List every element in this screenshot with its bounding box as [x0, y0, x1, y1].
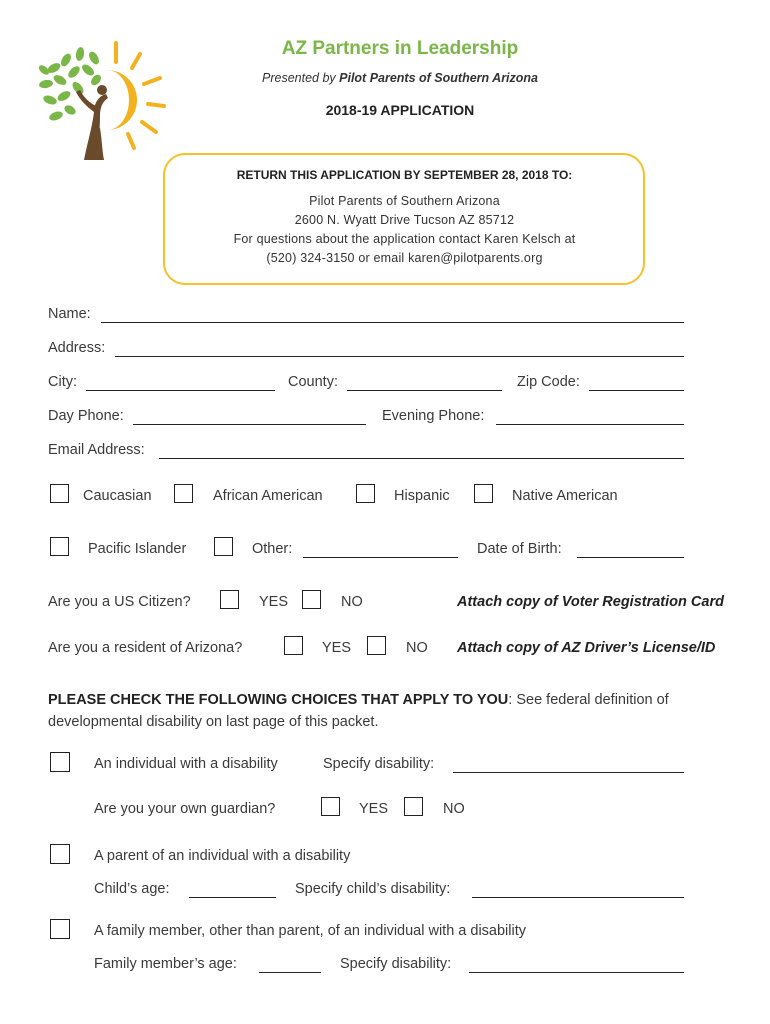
specify-childs-disability-label: Specify child’s disability:	[295, 881, 451, 897]
specify-disability-2-field[interactable]	[469, 972, 684, 973]
voter-registration-note: Attach copy of Voter Registration Card	[457, 594, 724, 610]
hispanic-checkbox[interactable]	[356, 484, 375, 503]
choices-heading-rest: : See federal definition of developmental disability on last page of this packet.	[48, 692, 669, 730]
resident-yes-checkbox[interactable]	[284, 636, 303, 655]
childs-age-field[interactable]	[189, 897, 276, 898]
citizen-no-label: NO	[341, 594, 363, 610]
other-label: Other:	[252, 541, 293, 557]
address-label: Address:	[48, 340, 106, 356]
specify-childs-disability-field[interactable]	[472, 897, 684, 898]
date-of-birth-field[interactable]	[577, 557, 684, 558]
email-label: Email Address:	[48, 442, 145, 458]
other-field[interactable]	[303, 557, 458, 558]
return-box-line-2: 2600 N. Wyatt Drive Tucson AZ 85712	[294, 213, 515, 227]
citizen-yes-checkbox[interactable]	[220, 590, 239, 609]
guardian-yes-label: YES	[359, 801, 389, 817]
family-member-checkbox[interactable]	[50, 919, 70, 939]
city-field[interactable]	[86, 390, 275, 391]
choices-heading	[48, 689, 738, 733]
return-box-line-4: (520) 324-3150 or email karen@pilotparents.org	[266, 251, 543, 265]
choices-heading-bold: PLEASE CHECK THE FOLLOWING CHOICES THAT APPLY TO YOU	[48, 692, 509, 708]
family-members-age-field[interactable]	[259, 972, 321, 973]
citizen-yes-label: YES	[259, 594, 289, 610]
guardian-no-label: NO	[443, 801, 465, 817]
city-label: City:	[48, 374, 77, 390]
pacific-islander-checkbox[interactable]	[50, 537, 69, 556]
hispanic-label: Hispanic	[394, 488, 450, 504]
address-field[interactable]	[115, 356, 684, 357]
day-phone-label: Day Phone:	[48, 408, 124, 424]
drivers-license-note: Attach copy of AZ Driver’s License/ID	[457, 640, 716, 656]
return-box-heading: RETURN THIS APPLICATION BY SEPTEMBER 28, 2018 TO:	[236, 168, 573, 182]
county-field[interactable]	[347, 390, 502, 391]
african-american-checkbox[interactable]	[174, 484, 193, 503]
specify-disability-field[interactable]	[453, 772, 684, 773]
citizen-no-checkbox[interactable]	[302, 590, 321, 609]
us-citizen-question: Are you a US Citizen?	[48, 594, 191, 610]
other-checkbox[interactable]	[214, 537, 233, 556]
arizona-resident-question: Are you a resident of Arizona?	[48, 640, 243, 656]
page-title: AZ Partners in Leadership	[281, 38, 519, 59]
resident-no-checkbox[interactable]	[367, 636, 386, 655]
specify-disability-2-label: Specify disability:	[340, 956, 452, 972]
zip-code-field[interactable]	[589, 390, 684, 391]
native-american-label: Native American	[512, 488, 618, 504]
parent-checkbox[interactable]	[50, 844, 70, 864]
return-box-line-3: For questions about the application contact Karen Kelsch at	[233, 232, 576, 246]
family-member-label: A family member, other than parent, of an individual with a disability	[94, 923, 527, 939]
application-title: 2018-19 APPLICATION	[325, 102, 475, 118]
subtitle-org: Pilot Parents of Southern Arizona	[339, 71, 538, 85]
specify-disability-label: Specify disability:	[323, 756, 435, 772]
african-american-label: African American	[213, 488, 323, 504]
pacific-islander-label: Pacific Islander	[88, 541, 187, 557]
guardian-no-checkbox[interactable]	[404, 797, 423, 816]
individual-disability-checkbox[interactable]	[50, 752, 70, 772]
day-phone-field[interactable]	[133, 424, 366, 425]
evening-phone-label: Evening Phone:	[382, 408, 485, 424]
zip-code-label: Zip Code:	[517, 374, 580, 390]
return-box-line-1: Pilot Parents of Southern Arizona	[309, 194, 500, 208]
date-of-birth-label: Date of Birth:	[477, 541, 562, 557]
native-american-checkbox[interactable]	[474, 484, 493, 503]
email-field[interactable]	[159, 458, 684, 459]
own-guardian-question: Are you your own guardian?	[94, 801, 276, 817]
guardian-yes-checkbox[interactable]	[321, 797, 340, 816]
individual-disability-label: An individual with a disability	[94, 756, 278, 772]
county-label: County:	[288, 374, 338, 390]
subtitle-prefix: Presented by	[262, 71, 340, 85]
name-field[interactable]	[101, 322, 684, 323]
caucasian-checkbox[interactable]	[50, 484, 69, 503]
childs-age-label: Child’s age:	[94, 881, 170, 897]
caucasian-label: Caucasian	[83, 488, 152, 504]
evening-phone-field[interactable]	[496, 424, 684, 425]
name-label: Name:	[48, 306, 91, 322]
page-subtitle	[0, 71, 770, 85]
resident-yes-label: YES	[322, 640, 352, 656]
family-members-age-label: Family member’s age:	[94, 956, 237, 972]
parent-label: A parent of an individual with a disability	[94, 848, 351, 864]
resident-no-label: NO	[406, 640, 428, 656]
